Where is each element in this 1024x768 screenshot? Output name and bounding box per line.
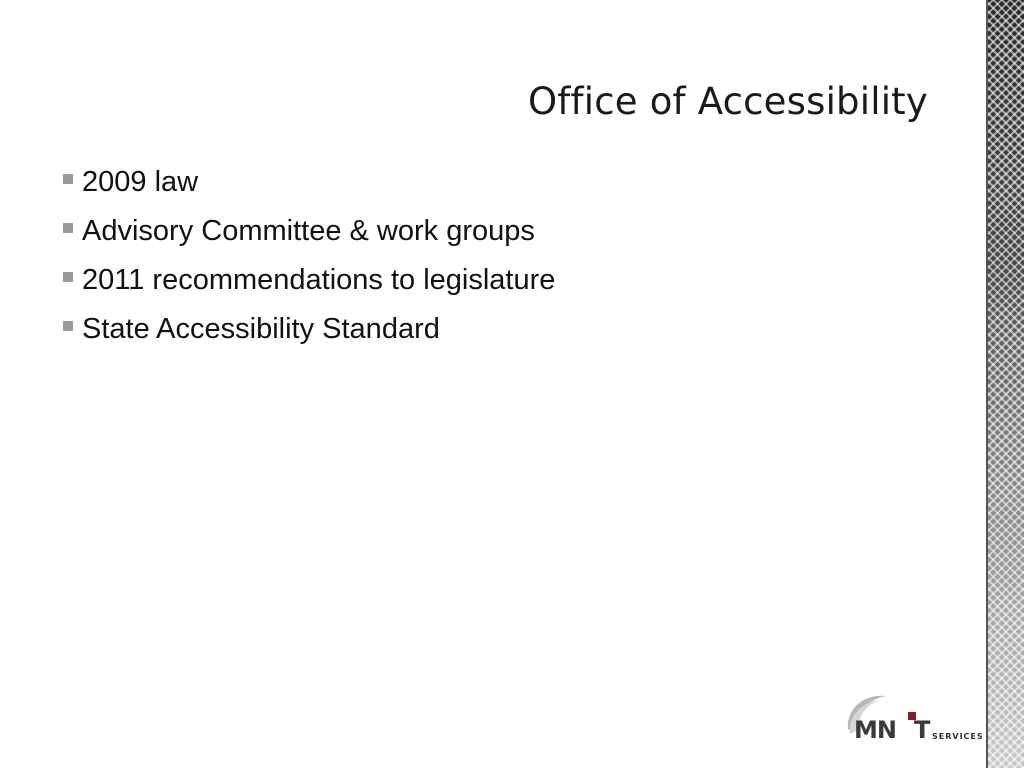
square-bullet-icon [63,321,73,331]
bullet-item [62,158,555,207]
svg-text:MN: MN [854,716,896,744]
bullet-item [62,305,555,354]
bullet-text: 2009 law [82,166,199,198]
bullet-text: State Accessibility Standard [82,313,440,345]
square-bullet-icon [63,223,73,233]
svg-text:T: T [914,716,930,744]
bullet-text: 2011 recommendations to legislature [82,264,556,296]
mnit-logo [840,690,990,746]
bullet-item [62,207,555,256]
bullet-item [62,256,555,305]
square-bullet-icon [63,174,73,184]
square-bullet-icon [63,272,73,282]
logo-services-text: SERVICES [932,732,984,741]
bullet-list [62,158,555,354]
decorative-border-strip [988,0,1024,768]
bullet-text: Advisory Committee & work groups [82,215,535,247]
slide-title: Office of Accessibility [527,80,928,123]
